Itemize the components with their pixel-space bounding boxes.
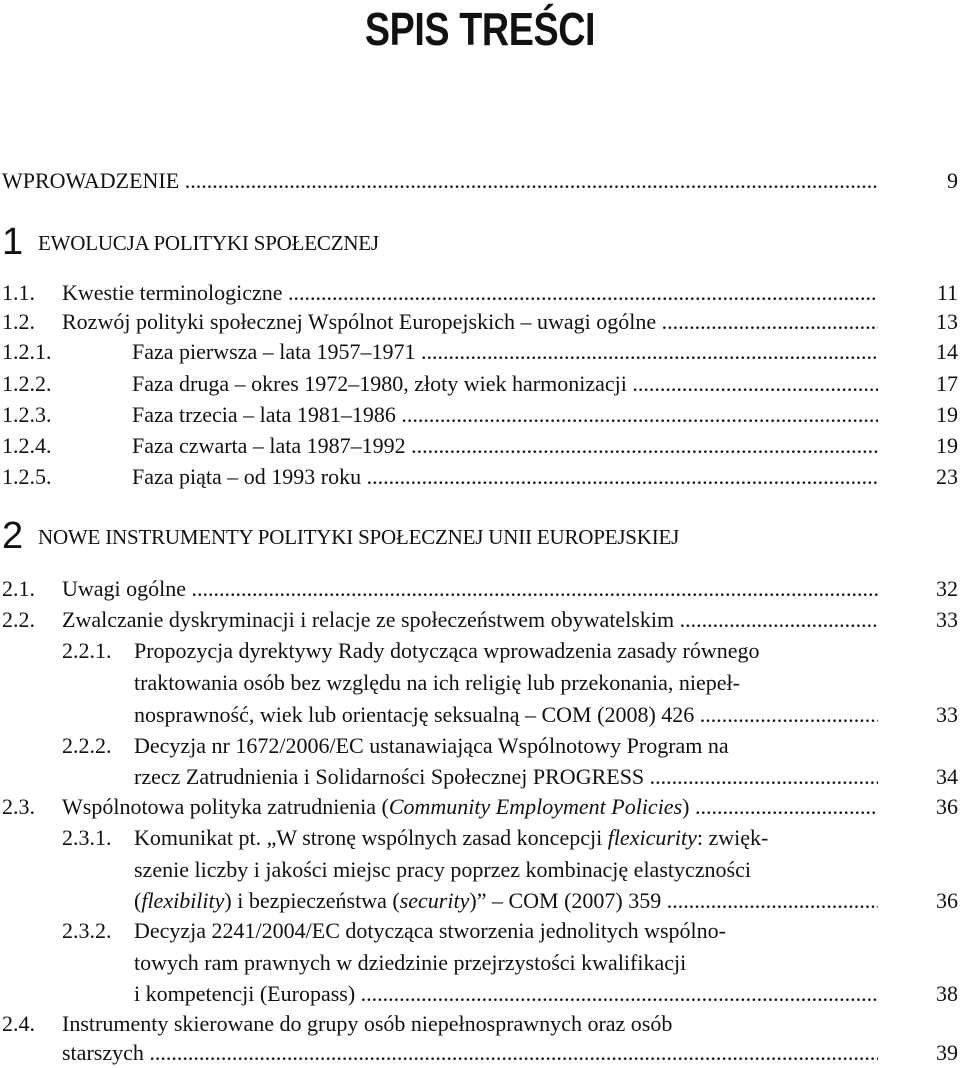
toc-entry-label-line: Decyzja nr 1672/2006/EC ustanawiająca Wspólnotowy Program na — [134, 733, 729, 758]
toc-entry-intro[interactable] — [0, 166, 960, 196]
toc-entry-number: 2.2. — [2, 607, 35, 632]
toc-entry-number: 2.3. — [2, 794, 35, 819]
toc-entry-number: 1.2.2. — [2, 371, 52, 396]
toc-page-number: 14 — [936, 339, 958, 364]
toc-page-number: 36 — [936, 794, 958, 819]
toc-entry-label: Faza trzecia – lata 1981–1986 ..... — [132, 400, 878, 430]
toc-entry-label-line: Decyzja 2241/2004/EC dotycząca stworzenia jednolitych wspólno- — [134, 918, 726, 943]
toc-entry[interactable] — [0, 792, 960, 822]
toc-entry-label-line: Instrumenty skierowane do grupy osób niepełnosprawnych oraz osób — [62, 1011, 673, 1036]
toc-page-number: 33 — [936, 702, 958, 727]
toc-entry[interactable] — [0, 462, 960, 492]
toc-entry-label-line: Komunikat pt. „W stronę wspólnych zasad koncepcji flexicurity: zwięk- — [134, 825, 769, 850]
toc-page-number: 38 — [936, 981, 958, 1006]
toc-entry-number: 2.3.2. — [62, 918, 112, 943]
toc-entry-label: Faza czwarta – lata 1987–1992 ..... — [132, 431, 878, 461]
toc-entry[interactable] — [0, 823, 960, 853]
toc-entry-number: 2.3.1. — [62, 825, 112, 850]
toc-page-number: 13 — [936, 309, 958, 334]
chapter-number: 2 — [2, 515, 24, 557]
toc-entry-label-line: Propozycja dyrektywy Rady dotycząca wprowadzenia zasady równego — [134, 638, 760, 663]
chapter-number: 1 — [2, 221, 24, 263]
toc-entry[interactable] — [0, 916, 960, 946]
toc-entry[interactable] — [0, 431, 960, 461]
toc-entry-label-line: nosprawność, wiek lub orientację seksualną – COM (2008) 426 ..... — [134, 700, 878, 730]
toc-entry-label-line: traktowania osób bez względu na ich religię lub przekonania, niepeł- — [134, 670, 740, 695]
toc-entry-number: 2.2.1. — [62, 638, 112, 663]
toc-page-number: 34 — [936, 764, 958, 789]
toc-entry-number: 1.2.3. — [2, 402, 52, 427]
toc-entry[interactable] — [0, 369, 960, 399]
toc-entry-label: Kwestie terminologiczne ..... — [62, 278, 878, 308]
toc-entry[interactable] — [0, 605, 960, 635]
toc-entry-label: Faza pierwsza – lata 1957–1971 ..... — [132, 337, 878, 367]
toc-entry-label-line: (flexibility) i bezpieczeństwa (security)” – COM (2007) 359 ..... — [134, 886, 878, 916]
toc-entry[interactable] — [0, 636, 960, 666]
toc-page-number: 36 — [936, 888, 958, 913]
toc-entry-number: 2.1. — [2, 576, 35, 601]
toc-entry[interactable] — [0, 574, 960, 604]
toc-entry-label-line: rzecz Zatrudnienia i Solidarności Społecznej PROGRESS ..... — [134, 762, 878, 792]
toc-page-number: 17 — [936, 371, 958, 396]
toc-entry-label-line: starszych ..... — [62, 1038, 878, 1068]
toc-entry[interactable] — [0, 278, 960, 308]
chapter-heading-2[interactable] — [0, 516, 960, 556]
toc-page-number: 19 — [936, 433, 958, 458]
toc-entry-number: 1.2. — [2, 309, 35, 334]
toc-page-number: 32 — [936, 576, 958, 601]
page-title: SPIS TREŚCI — [364, 3, 596, 55]
toc-page-number: 23 — [936, 464, 958, 489]
toc-page-number: 33 — [936, 607, 958, 632]
toc-entry-number: 2.2.2. — [62, 733, 112, 758]
toc-entry[interactable] — [0, 337, 960, 367]
toc-entry[interactable] — [0, 731, 960, 761]
toc-entry-label: Uwagi ogólne ..... — [62, 574, 878, 604]
toc-page-number: 39 — [936, 1040, 958, 1065]
toc-page-number: 11 — [936, 280, 958, 305]
toc-entry-label: Wspólnotowa polityka zatrudnienia (Community Employment Policies) ..... — [62, 792, 878, 822]
toc-page-number: 9 — [947, 168, 958, 193]
toc-entry-label: Faza druga – okres 1972–1980, złoty wiek harmonizacji ..... — [132, 369, 878, 399]
toc-entry-number: 1.2.4. — [2, 433, 52, 458]
toc-entry-label: Rozwój polityki społecznej Wspólnot Europejskich – uwagi ogólne ..... — [62, 307, 878, 337]
toc-entry-label: WPROWADZENIE ..... — [2, 166, 878, 196]
toc-entry-label-line: towych ram prawnych w dziedzinie przejrzystości kwalifikacji — [134, 950, 687, 975]
toc-entry-label-line: szenie liczby i jakości miejsc pracy poprzez kombinację elastyczności — [134, 857, 751, 882]
chapter-title: NOWE INSTRUMENTY POLITYKI SPOŁECZNEJ UNII EUROPEJSKIEJ — [38, 525, 680, 549]
chapter-heading-1[interactable] — [0, 222, 960, 262]
toc-entry-number: 1.1. — [2, 280, 35, 305]
toc-entry[interactable] — [0, 1009, 960, 1039]
toc-entry-label-line: i kompetencji (Europass) ..... — [134, 979, 878, 1009]
toc-entry[interactable] — [0, 307, 960, 337]
toc-entry-number: 1.2.1. — [2, 339, 52, 364]
toc-entry-label: Zwalczanie dyskryminacji i relacje ze społeczeństwem obywatelskim ..... — [62, 605, 878, 635]
toc-entry[interactable] — [0, 400, 960, 430]
toc-entry-label: Faza piąta – od 1993 roku ..... — [132, 462, 878, 492]
toc-entry-number: 2.4. — [2, 1011, 35, 1036]
chapter-title: EWOLUCJA POLITYKI SPOŁECZNEJ — [38, 231, 379, 255]
toc-page-number: 19 — [936, 402, 958, 427]
toc-entry-number: 1.2.5. — [2, 464, 52, 489]
